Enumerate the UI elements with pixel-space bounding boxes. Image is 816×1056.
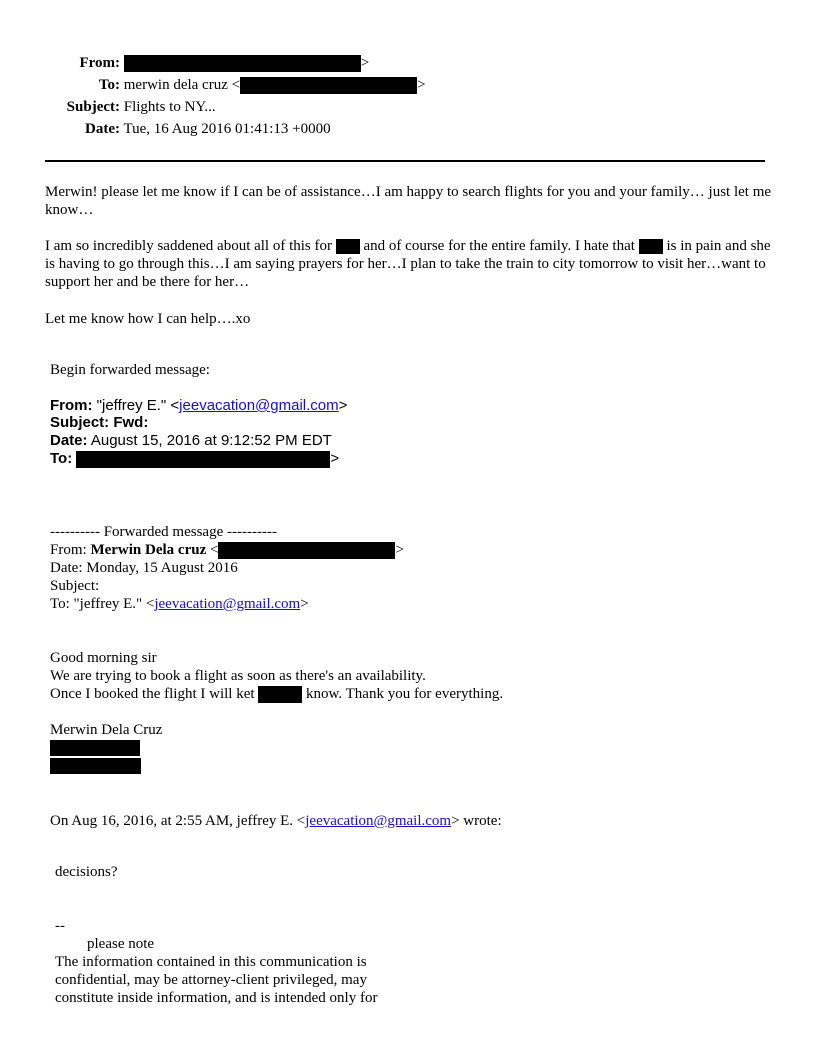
- fwd2-from-close: >: [395, 542, 404, 558]
- header-date-row: [60, 120, 331, 138]
- fwd2-email-link[interactable]: jeevacation@gmail.com: [154, 596, 301, 612]
- quote-dashes: --: [55, 918, 65, 934]
- p2-text-c: is in pain and she is having to go through this…I am saying prayers for her…I plan to take the train to city tomorrow to visit her…want to support her and be there for her…: [45, 238, 771, 290]
- fwd1-to-label: To:: [50, 450, 73, 467]
- p2-text-b: and of course for the entire family. I hate that: [359, 238, 639, 254]
- redaction-box: [336, 239, 360, 254]
- header-from-row: [60, 54, 369, 72]
- from-suffix: >: [360, 55, 370, 71]
- body-paragraph-3: Let me know how I can help….xo: [45, 311, 251, 327]
- fwd2-to-prefix: To: "jeffrey E." <: [50, 596, 155, 612]
- fwd2-to-row: [50, 595, 309, 613]
- signature-name: Merwin Dela Cruz: [50, 722, 163, 738]
- fwd2-from-prefix: From:: [50, 542, 91, 558]
- from-label: From:: [79, 55, 120, 71]
- message-line-3a: Once I booked the flight I will ket: [50, 686, 259, 702]
- fwd2-date: Date: Monday, 15 August 2016: [50, 560, 238, 576]
- date-label: Date:: [85, 121, 120, 137]
- fwd1-from-label: From:: [50, 397, 93, 414]
- quote-intro: [50, 812, 502, 830]
- message-line-2: We are trying to book a flight as soon as there's an availability.: [50, 668, 426, 684]
- header-subject-row: [60, 98, 216, 116]
- fwd1-email-link[interactable]: jeevacation@gmail.com: [179, 397, 339, 414]
- header-divider: [45, 160, 765, 162]
- fwd1-subject-row: [50, 414, 148, 432]
- quote-disclaimer-2: confidential, may be attorney-client privileged, may: [55, 972, 367, 988]
- fwd1-from-name: "jeffrey E." <: [92, 397, 180, 414]
- body-paragraph-2: [45, 237, 775, 291]
- fwd2-from-open: <: [206, 542, 219, 558]
- fwd2-to-close: >: [300, 596, 309, 612]
- fwd2-divider: ---------- Forwarded message ----------: [50, 524, 277, 540]
- quote-please-note: please note: [87, 936, 155, 952]
- fwd1-date-label: Date:: [50, 432, 88, 449]
- redaction-box: [124, 55, 361, 72]
- fwd2-subject: Subject:: [50, 578, 100, 594]
- subject-value: Flights to NY...: [123, 99, 216, 115]
- to-label: To:: [98, 77, 120, 93]
- fwd2-from-row: [50, 541, 404, 559]
- redaction-box: [50, 758, 141, 774]
- fwd1-to-row: [50, 450, 339, 468]
- redaction-box: [76, 451, 330, 468]
- body-paragraph-1: Merwin! please let me know if I can be of assistance…I am happy to search flights for you and your family… just let me know…: [45, 184, 772, 218]
- fwd2-from-name: Merwin Dela cruz: [90, 542, 207, 558]
- subject-label: Subject:: [66, 99, 120, 115]
- quote-intro-b: > wrote:: [451, 813, 502, 829]
- date-value: Tue, 16 Aug 2016 01:41:13 +0000: [123, 121, 331, 137]
- fwd1-to-suffix: >: [330, 450, 340, 467]
- redaction-box: [50, 740, 140, 756]
- to-name: merwin dela cruz <: [123, 77, 241, 93]
- fwd1-subject-value: Fwd:: [109, 414, 149, 431]
- fwd1-subject-label: Subject:: [50, 414, 110, 431]
- header-to-row: [60, 76, 426, 94]
- p2-text-a: I am so incredibly saddened about all of this for: [45, 238, 336, 254]
- message-line-3b: know. Thank you for everything.: [302, 686, 504, 702]
- message-line-1: Good morning sir: [50, 650, 157, 666]
- fwd1-date-value: August 15, 2016 at 9:12:52 PM EDT: [87, 432, 332, 449]
- quote-intro-a: On Aug 16, 2016, at 2:55 AM, jeffrey E. <: [50, 813, 306, 829]
- fwd1-date-row: [50, 432, 332, 450]
- fwd1-from-row: [50, 397, 347, 415]
- begin-forwarded: Begin forwarded message:: [50, 362, 210, 378]
- redaction-box: [218, 542, 395, 559]
- quote-disclaimer-1: The information contained in this communication is: [55, 954, 367, 970]
- quote-decisions: decisions?: [55, 864, 118, 880]
- quote-email-link[interactable]: jeevacation@gmail.com: [305, 813, 452, 829]
- quote-disclaimer-3: constitute inside information, and is intended only for: [55, 990, 378, 1006]
- to-suffix: >: [417, 77, 426, 93]
- redaction-box: [258, 686, 302, 703]
- message-line-3: [50, 685, 503, 703]
- fwd1-from-close: >: [338, 397, 348, 414]
- redaction-box: [240, 77, 417, 94]
- redaction-box: [639, 239, 663, 254]
